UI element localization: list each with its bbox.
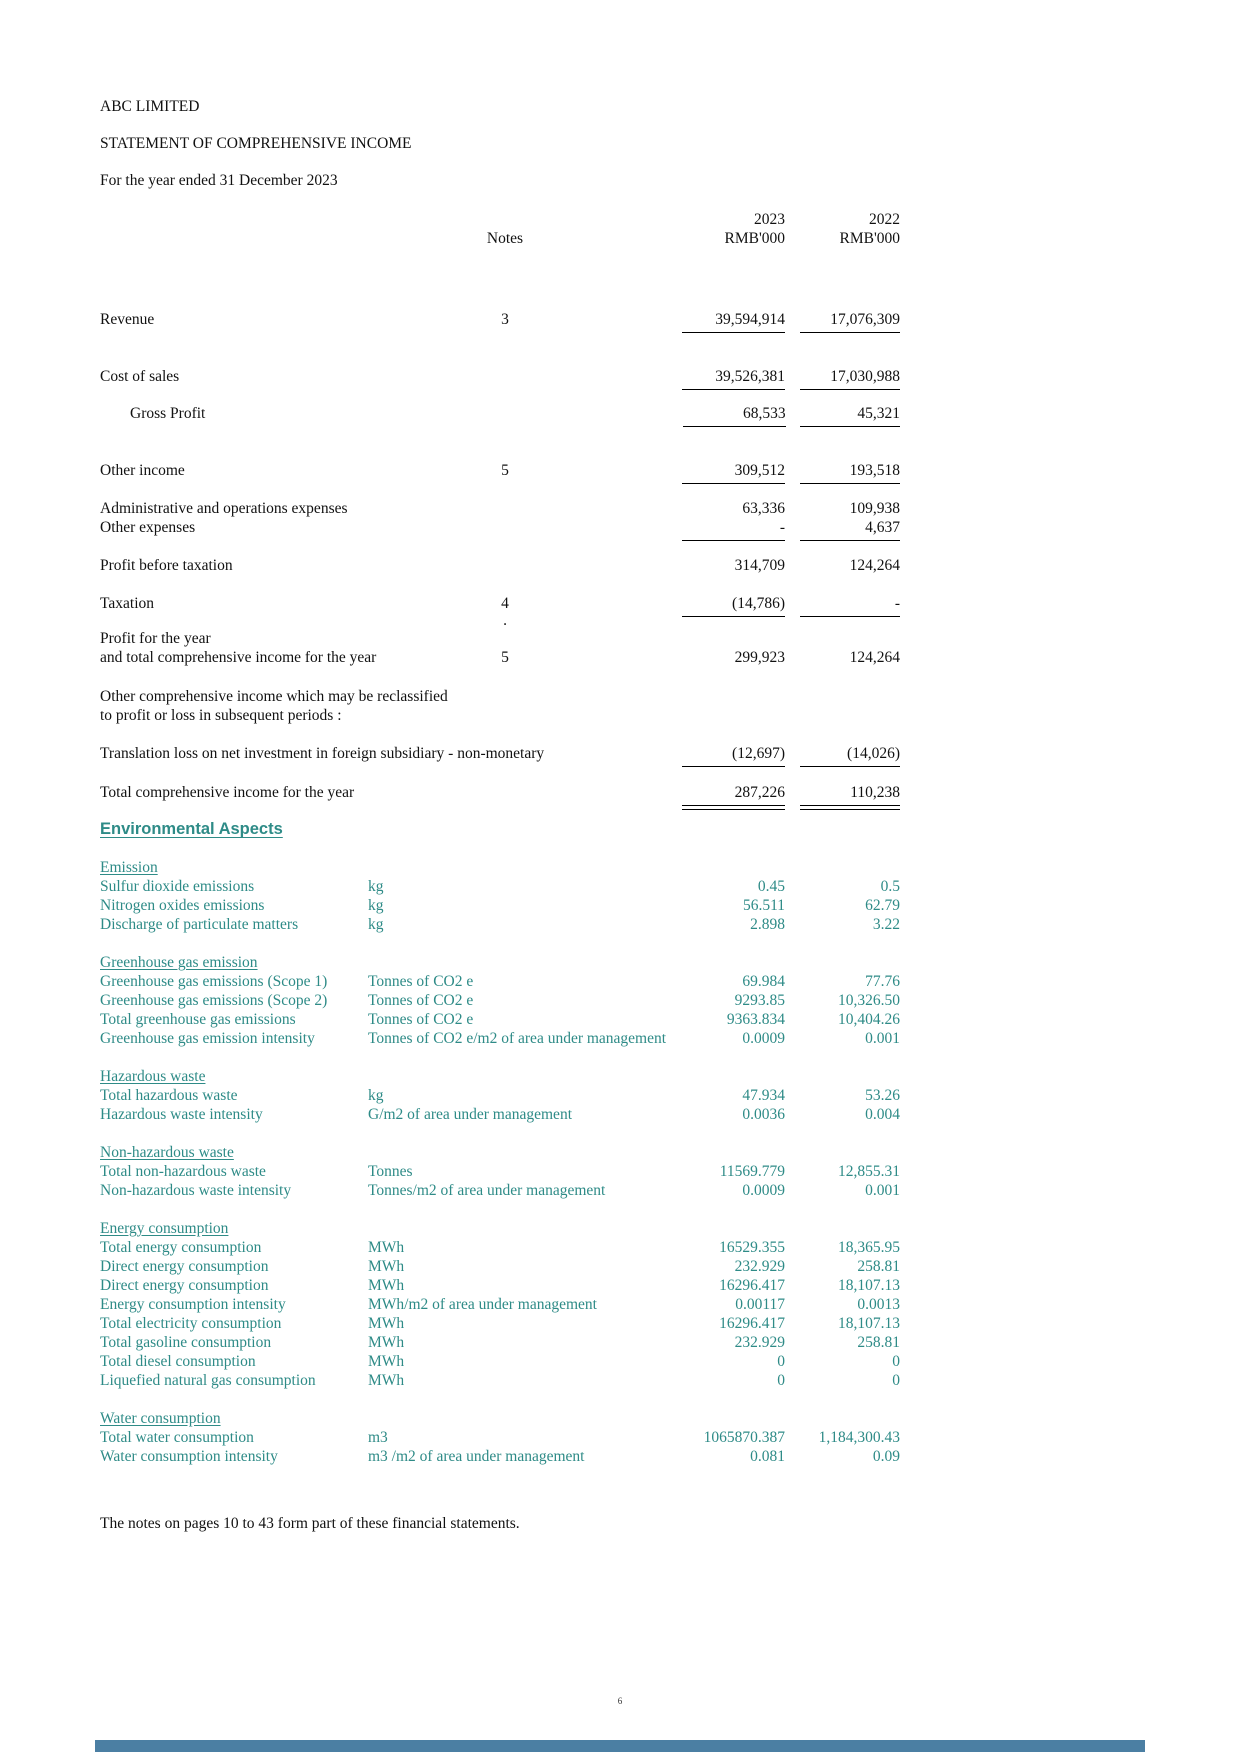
- value-2022: (14,026): [800, 744, 900, 763]
- env-value-2022: 258.81: [857, 1258, 900, 1275]
- row-note: 5: [501, 462, 509, 479]
- env-metric-unit: Tonnes of CO2 e/m2 of area under management: [368, 1030, 667, 1047]
- env-section: [100, 1143, 900, 1200]
- env-value-2022: 18,107.13: [838, 1315, 900, 1332]
- env-metric-name: Energy consumption intensity: [100, 1296, 286, 1313]
- value-2022: 193,518: [800, 461, 900, 480]
- env-metric-name: Total water consumption: [100, 1429, 254, 1446]
- env-value-2023: 16529.355: [719, 1239, 785, 1256]
- env-metric-unit: m3: [368, 1429, 388, 1446]
- env-value-2022: 10,326.50: [838, 992, 900, 1009]
- value-2023: 39,594,914: [682, 310, 785, 329]
- row-label-line2: and total comprehensive income for the year: [100, 649, 377, 666]
- env-value-2022: 0.09: [872, 1448, 900, 1465]
- value-2022: 124,264: [849, 557, 900, 574]
- env-metric-name: Total diesel consumption: [100, 1353, 256, 1370]
- env-metric-unit: MWh: [368, 1277, 405, 1294]
- env-row: [100, 1314, 900, 1333]
- env-section-title: Hazardous waste: [100, 1068, 206, 1085]
- env-row: [100, 1105, 900, 1124]
- row-note: 5: [501, 649, 509, 666]
- row-note: 3: [501, 311, 509, 328]
- env-value-2023: 0.45: [757, 878, 785, 895]
- env-section: [100, 1219, 900, 1390]
- env-metric-unit: Tonnes of CO2 e: [368, 1011, 474, 1028]
- environmental-sections: [100, 858, 900, 1466]
- env-metric-name: Nitrogen oxides emissions: [100, 897, 265, 914]
- income-row-total-comprehensive: [100, 783, 900, 802]
- env-value-2023: 16296.417: [719, 1277, 785, 1294]
- value-2022: 109,938: [849, 500, 900, 517]
- env-value-2023: 69.984: [742, 973, 785, 990]
- row-label: Total comprehensive income for the year: [100, 784, 355, 801]
- value-2023: 63,336: [742, 500, 785, 517]
- env-value-2022: 0.0013: [857, 1296, 900, 1313]
- col-header-2022: 2022: [869, 211, 900, 228]
- env-row: [100, 972, 900, 991]
- env-metric-unit: m3 /m2 of area under management: [368, 1448, 585, 1465]
- env-row: [100, 1238, 900, 1257]
- env-metric-name: Direct energy consumption: [100, 1277, 269, 1294]
- value-2023: 39,526,381: [682, 367, 785, 386]
- env-row: [100, 1428, 900, 1447]
- oci-header-line2: to profit or loss in subsequent periods :: [100, 707, 342, 724]
- env-value-2023: 232.929: [734, 1258, 785, 1275]
- value-2022: -: [800, 594, 900, 613]
- env-section: [100, 1067, 900, 1124]
- env-section: [100, 1409, 900, 1466]
- col-unit-2022: RMB'000: [839, 230, 900, 247]
- env-row: [100, 1295, 900, 1314]
- env-value-2022: 258.81: [857, 1334, 900, 1351]
- company-name: ABC LIMITED: [100, 98, 200, 115]
- value-2023: 309,512: [682, 461, 785, 480]
- env-value-2023: 232.929: [734, 1334, 785, 1351]
- env-row: [100, 1352, 900, 1371]
- env-row: [100, 1086, 900, 1105]
- env-row: [100, 877, 900, 896]
- env-value-2022: 0: [892, 1353, 900, 1370]
- column-header-units: [100, 229, 900, 248]
- income-row-taxation: [100, 594, 900, 613]
- env-row: [100, 1181, 900, 1200]
- env-metric-name: Total energy consumption: [100, 1239, 262, 1256]
- env-row: [100, 1162, 900, 1181]
- env-value-2022: 18,365.95: [838, 1239, 900, 1256]
- oci-header-line1: Other comprehensive income which may be reclassified: [100, 688, 448, 705]
- env-metric-unit: kg: [368, 1087, 384, 1104]
- env-row: [100, 896, 900, 915]
- env-metric-name: Total hazardous waste: [100, 1087, 238, 1104]
- row-note: 4: [501, 595, 509, 612]
- income-row-revenue: [100, 310, 900, 329]
- env-metric-unit: Tonnes/m2 of area under management: [368, 1182, 606, 1199]
- env-section-title: Energy consumption: [100, 1220, 229, 1237]
- row-label: Other income: [100, 462, 185, 479]
- env-row: [100, 991, 900, 1010]
- env-value-2022: 0.004: [865, 1106, 900, 1123]
- env-value-2022: 1,184,300.43: [818, 1429, 900, 1446]
- env-metric-unit: MWh: [368, 1315, 405, 1332]
- env-value-2022: 0.001: [865, 1182, 900, 1199]
- env-metric-unit: G/m2 of area under management: [368, 1106, 572, 1123]
- env-row: [100, 915, 900, 934]
- env-value-2022: 77.76: [865, 973, 900, 990]
- income-row-gross-profit: [100, 404, 900, 423]
- row-label: Gross Profit: [130, 405, 206, 422]
- env-value-2022: 3.22: [872, 916, 900, 933]
- env-value-2023: 9293.85: [734, 992, 785, 1009]
- env-value-2022: 0: [892, 1372, 900, 1389]
- env-metric-unit: MWh/m2 of area under management: [368, 1296, 597, 1313]
- env-metric-name: Hazardous waste intensity: [100, 1106, 263, 1123]
- env-row: [100, 1257, 900, 1276]
- income-row-admin-expenses: [100, 499, 900, 518]
- income-row-other-income: [100, 461, 900, 480]
- value-2023: 299,923: [734, 649, 785, 666]
- income-row-cost-of-sales: [100, 367, 900, 386]
- env-metric-unit: kg: [368, 916, 384, 933]
- value-2022: 4,637: [800, 518, 900, 537]
- page-number: 6: [617, 1696, 623, 1706]
- env-section: [100, 858, 900, 934]
- env-section: [100, 953, 900, 1048]
- period-line: For the year ended 31 December 2023: [100, 172, 338, 189]
- env-row: [100, 1010, 900, 1029]
- env-metric-name: Greenhouse gas emissions (Scope 2): [100, 992, 328, 1009]
- env-value-2023: 1065870.387: [703, 1429, 785, 1446]
- value-2022: 110,238: [800, 783, 900, 802]
- env-metric-unit: MWh: [368, 1258, 405, 1275]
- env-metric-name: Total gasoline consumption: [100, 1334, 272, 1351]
- env-value-2023: 56.511: [742, 897, 785, 914]
- env-row: [100, 1447, 900, 1466]
- env-value-2022: 62.79: [865, 897, 900, 914]
- env-value-2022: 53.26: [865, 1087, 900, 1104]
- env-metric-unit: MWh: [368, 1334, 405, 1351]
- env-value-2023: 47.934: [742, 1087, 785, 1104]
- row-label: Taxation: [100, 595, 155, 612]
- income-row-translation-loss: [100, 744, 900, 763]
- env-value-2023: 0: [777, 1353, 785, 1370]
- env-section-title: Non-hazardous waste: [100, 1144, 234, 1161]
- row-label: Translation loss on net investment in foreign subsidiary - non-monetary: [100, 745, 545, 762]
- env-metric-name: Water consumption intensity: [100, 1448, 278, 1465]
- environmental-aspects-heading: Environmental Aspects: [100, 820, 283, 838]
- col-header-2023: 2023: [754, 211, 785, 228]
- row-label: Revenue: [100, 311, 155, 328]
- value-2023: (14,786): [682, 594, 785, 613]
- env-value-2023: 11569.779: [719, 1163, 785, 1180]
- value-2022: 45,321: [800, 404, 900, 423]
- env-value-2022: 18,107.13: [838, 1277, 900, 1294]
- statement-title: STATEMENT OF COMPREHENSIVE INCOME: [100, 135, 412, 152]
- footer-note: The notes on pages 10 to 43 form part of these financial statements.: [100, 1515, 520, 1532]
- stray-dot-row: [100, 612, 900, 629]
- env-metric-unit: kg: [368, 878, 384, 895]
- col-header-notes: Notes: [486, 230, 524, 247]
- env-section-title: Emission: [100, 859, 158, 876]
- row-label: Profit before taxation: [100, 557, 233, 574]
- stray-dot: .: [503, 612, 507, 629]
- env-metric-name: Sulfur dioxide emissions: [100, 878, 255, 895]
- env-row: [100, 1333, 900, 1352]
- value-2023: 287,226: [682, 783, 785, 802]
- env-value-2022: 10,404.26: [838, 1011, 900, 1028]
- bottom-accent-bar: [95, 1740, 1145, 1752]
- env-metric-name: Discharge of particulate matters: [100, 916, 299, 933]
- env-metric-unit: MWh: [368, 1372, 405, 1389]
- value-2022: 124,264: [849, 649, 900, 666]
- env-value-2023: 9363.834: [726, 1011, 785, 1028]
- env-value-2022: 0.5: [880, 878, 900, 895]
- row-label: Administrative and operations expenses: [100, 500, 348, 517]
- env-value-2023: 0.0009: [742, 1030, 785, 1047]
- env-metric-name: Total greenhouse gas emissions: [100, 1011, 296, 1028]
- env-row: [100, 1276, 900, 1295]
- row-label: Cost of sales: [100, 368, 180, 385]
- env-metric-name: Non-hazardous waste intensity: [100, 1182, 292, 1199]
- value-2023: 68,533: [683, 404, 786, 423]
- env-metric-name: Total non-hazardous waste: [100, 1163, 266, 1180]
- env-value-2023: 16296.417: [719, 1315, 785, 1332]
- env-metric-unit: MWh: [368, 1353, 405, 1370]
- env-section-title: Greenhouse gas emission: [100, 954, 258, 971]
- env-value-2023: 0: [777, 1372, 785, 1389]
- value-2023: -: [682, 518, 785, 537]
- env-value-2022: 0.001: [865, 1030, 900, 1047]
- row-label-line1: Profit for the year: [100, 630, 211, 647]
- column-header-years: [100, 210, 900, 229]
- env-value-2023: 0.00117: [735, 1296, 785, 1313]
- env-section-title: Water consumption: [100, 1410, 221, 1427]
- value-2023: 314,709: [734, 557, 785, 574]
- env-metric-unit: Tonnes of CO2 e: [368, 973, 474, 990]
- env-metric-name: Total electricity consumption: [100, 1315, 282, 1332]
- income-row-other-expenses: [100, 518, 900, 537]
- env-row: [100, 1029, 900, 1048]
- env-metric-name: Liquefied natural gas consumption: [100, 1372, 316, 1389]
- value-2022: 17,030,988: [800, 367, 900, 386]
- value-2023: (12,697): [682, 744, 785, 763]
- env-value-2023: 0.0009: [742, 1182, 785, 1199]
- env-metric-unit: MWh: [368, 1239, 405, 1256]
- env-value-2023: 0.0036: [742, 1106, 785, 1123]
- income-row-profit-for-year: [100, 629, 900, 667]
- env-metric-unit: Tonnes of CO2 e: [368, 992, 474, 1009]
- env-value-2023: 0.081: [750, 1448, 785, 1465]
- value-2022: 17,076,309: [800, 310, 900, 329]
- env-metric-unit: kg: [368, 897, 384, 914]
- env-metric-name: Greenhouse gas emission intensity: [100, 1030, 315, 1047]
- env-value-2022: 12,855.31: [838, 1163, 900, 1180]
- env-metric-name: Greenhouse gas emissions (Scope 1): [100, 973, 328, 990]
- row-label: Other expenses: [100, 519, 196, 536]
- col-unit-2023: RMB'000: [724, 230, 785, 247]
- income-row-profit-before-tax: [100, 556, 900, 575]
- env-value-2023: 2.898: [750, 916, 785, 933]
- env-row: [100, 1371, 900, 1390]
- env-metric-name: Direct energy consumption: [100, 1258, 269, 1275]
- env-metric-unit: Tonnes: [368, 1163, 413, 1180]
